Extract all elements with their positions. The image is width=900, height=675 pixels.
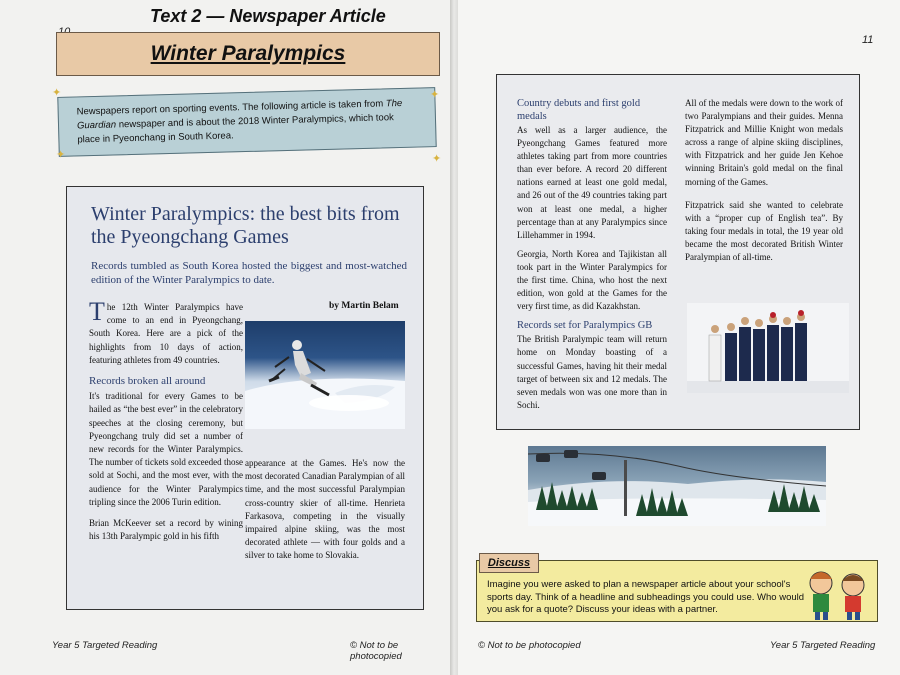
article-paragraph: Fitzpatrick said she wanted to celebrate with a “proper cup of English tea”. By taking four medals in total, the 19 year old became the most decorated British Winter Paralympian of all-time.: [685, 199, 843, 263]
section-header: Text 2 — Newspaper Article: [150, 6, 386, 26]
article-column-3: [517, 97, 667, 418]
children-illustration-icon: [799, 565, 877, 621]
skier-photo: [245, 321, 405, 429]
star-icon: ✦: [432, 153, 442, 165]
article-subheading: Country debuts and first gold medals: [517, 98, 641, 122]
star-icon: ✦: [52, 87, 62, 99]
article-paragraph: All of the medals were down to the work of two Paralympians and their guides. Menna Fitzpatrick and Millie Knight won medals across a range of alpine skiing disciplines, with Fitzpatrick and her guide Jen Kehoe winning Britain's gold medal on the final morning of the Games.: [685, 98, 843, 187]
article-column-4: [685, 97, 843, 274]
lead-paragraph: he 12th Winter Paralympics have come to an end in Pyeongchang, South Korea. Here are a pick of the highlights from 10 days of action, featuring athletes from 49 countries.: [89, 302, 243, 365]
newspaper-article: [66, 186, 424, 610]
article-title: Winter Paralympics: the best bits from the Pyeongchang Games: [91, 203, 400, 248]
article-subheading: Records set for Paralympics GB: [517, 320, 653, 332]
footer-right: © Not to be photocopied: [350, 640, 402, 662]
article-paragraph: As well as a larger audience, the Pyeongchang Games featured more athletes taking part from more countries than ever before. A record 20 different nations earned at least one gold medal, and 26 out of the 49 countries taking part won at least one medal, a higher percentage than at any Paralympics since Lillehammer in 1994.: [517, 125, 667, 240]
discuss-text: Imagine you were asked to plan a newspaper article about your school's sports day. Think of a headline and subheadings you could use. Who would you ask for a quote? Discuss your ideas with a partner.: [487, 579, 805, 615]
page-number-right: 11: [862, 34, 874, 46]
drop-cap: T: [89, 297, 105, 326]
footer-left: © Not to be photocopied: [478, 640, 581, 651]
article-standfirst: Records tumbled as South Korea hosted the biggest and most-watched edition of the Winter Paralympics to date.: [91, 260, 407, 286]
star-icon: ✦: [56, 149, 66, 161]
discuss-label: Discuss: [479, 553, 539, 573]
article-paragraph: The British Paralympic team will return home on Monday boasting of a successful Games, having hit their medal target of between six and 12 medals. The seven medals won was one more than in Sochi.: [517, 334, 667, 410]
article-column-1: [89, 297, 243, 551]
star-icon: ✦: [430, 89, 440, 101]
discuss-box: [476, 557, 878, 622]
title-banner: [56, 32, 440, 76]
article-paragraph: Brian McKeever set a record by wining his 13th Paralympic gold in his fifth: [89, 518, 243, 542]
newspaper-article-continued: [496, 74, 860, 430]
intro-part1: Newspapers report on sporting events. The following article is taken from: [76, 98, 386, 118]
ski-lift-scene: [528, 446, 826, 526]
right-page: [458, 0, 900, 675]
banner-title: Winter Paralympics: [150, 42, 346, 65]
footer-right: Year 5 Targeted Reading: [770, 640, 876, 651]
article-subheading: Records broken all around: [89, 375, 206, 388]
article-byline: by Martin Belam: [329, 301, 399, 311]
intro-part2: newspaper and is about the 2018 Winter Paralympics, which took place in Pyeonchang in South Korea.: [77, 112, 394, 146]
medal-podium-photo: [687, 303, 849, 393]
intro-box: [57, 87, 436, 157]
footer-left: Year 5 Targeted Reading: [52, 640, 158, 651]
article-paragraph: Georgia, North Korea and Tajikistan all took part in the Winter Paralympics for the first time. China, who host the next edition, won gold at the Games for the very first time, as did Kazakhstan.: [517, 248, 667, 312]
intro-source: The Guardian: [76, 97, 403, 132]
article-column-2: appearance at the Games. He's now the most decorated Canadian Paralympian of all time, and the most successful Paralympian cross-country skier of all-time. Henrieta Farkasova, competing in the visually impaired alpine skiing, was the most decorated athlete — with four golds and a silver to take home to Slovakia.: [245, 458, 405, 561]
article-paragraph: It's traditional for every Games to be hailed as “the best ever” in the celebratory speeches at the closing ceremony, but Pyeongchang truly did set a number of new records for the Winter Paralympics. The number of tickets sold exceeded those sold at Sochi, and the most ever, with the audience for the Winter Paralympics tripling since the 2006 Turin edition.: [89, 391, 243, 507]
